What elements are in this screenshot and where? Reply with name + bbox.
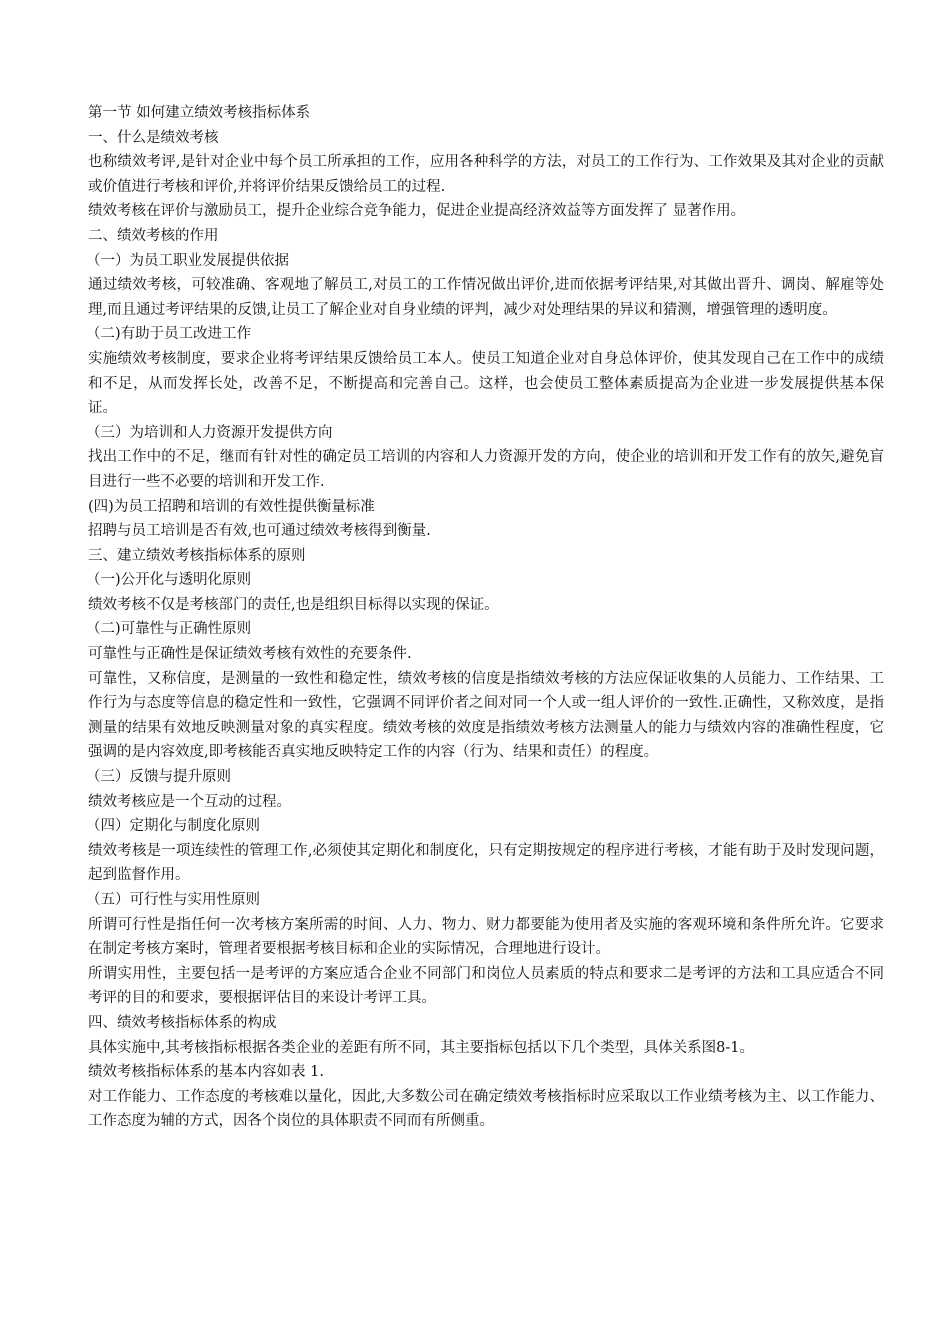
subheading-feedback: （三）反馈与提升原则 (86, 769, 231, 786)
paragraph-significance: 绩效考核在评价与激励员工，提升企业综合竞争能力，促进企业提高经济效益等方面发挥了 显著作用。 (88, 203, 746, 220)
subheading-career-development: （一）为员工职业发展提供依据 (86, 252, 289, 269)
paragraph-feasibility: 所谓可行性是指任何一次考核方案所需的时间、人力、物力、财力都要能为使用者及实施的客观环境和条件所允许。它要求在制定考核方案时，管理者要根据考核目标和企业的实际情况，合理地进行设计。 (88, 916, 884, 958)
heading-principles: 三、建立绩效考核指标体系的原则 (88, 547, 306, 564)
paragraph-training-direction: 找出工作中的不足，继而有针对性的确定员工培训的内容和人力资源开发的方向，使企业的培训和开发工作有的放矢,避免盲目进行一些不必要的培训和开发工作. (88, 449, 884, 490)
paragraph-weighting: 对工作能力、工作态度的考核难以量化，因此,大多数公司在确定绩效考核指标时应采取以工作业绩考核为主、以工作能力、工作态度为辅的方式，因各个岗位的具体职责不同而有所侧重。 (88, 1088, 884, 1130)
document-body (88, 101, 884, 1134)
subheading-reliability: （二)可靠性与正确性原则 (86, 621, 252, 638)
paragraph-practicality: 所谓实用性，主要包括一是考评的方案应适合企业不同部门和岗位人员素质的特点和要求二是考评的方法和工具应适合不同考评的目的和要求，要根据评估目的来设计考评工具。 (88, 965, 884, 1007)
subheading-feasibility: （五）可行性与实用性原则 (86, 892, 260, 908)
subheading-recruitment-standard: (四)为员工招聘和培训的有效性提供衡量标准 (88, 498, 375, 515)
subheading-regularization: （四）定期化与制度化原则 (86, 818, 260, 835)
section-heading: 第一节 如何建立绩效考核指标体系 (88, 105, 311, 121)
paragraph-regularization: 绩效考核是一项连续性的管理工作,必须使其定期化和制度化，只有定期按规定的程序进行考核，才能有助于及时发现问题，起到监督作用。 (88, 842, 884, 884)
paragraph-table-reference: 绩效考核指标体系的基本内容如表 1. (88, 1064, 324, 1081)
paragraph-career-development: 通过绩效考核，可较准确、客观地了解员工,对员工的工作情况做出评价,进而依据考评结果,对其做出晋升、调岗、解雇等处理,而且通过考评结果的反馈,让员工了解企业对自身业绩的评判，减少对处理结果的异议和猜测，增强管理的透明度。 (88, 277, 884, 318)
paragraph-recruitment-standard: 招聘与员工培训是否有效,也可通过绩效考核得到衡量. (88, 523, 431, 540)
paragraph-definition: 也称绩效考评,是针对企业中每个员工所承担的工作，应用各种科学的方法，对员工的工作行为、工作效果及其对企业的贡献或价值进行考核和评价,并将评价结果反馈给员工的过程. (88, 154, 884, 195)
subheading-training-direction: （三）为培训和人力资源开发提供方向 (86, 424, 333, 441)
paragraph-composition: 具体实施中,其考核指标根据各类企业的差距有所不同，其主要指标包括以下几个类型，具体关系图8-1。 (88, 1039, 754, 1056)
heading-role: 二、绩效考核的作用 (88, 227, 219, 244)
subheading-improve-work: （二)有助于员工改进工作 (86, 326, 252, 343)
paragraph-transparency: 绩效考核不仅是考核部门的责任,也是组织目标得以实现的保证。 (88, 596, 499, 613)
heading-composition: 四、绩效考核指标体系的构成 (88, 1014, 277, 1031)
subheading-transparency: （一)公开化与透明化原则 (86, 572, 252, 589)
paragraph-improve-work: 实施绩效考核制度，要求企业将考评结果反馈给员工本人。使员工知道企业对自身总体评价，使其发现自己在工作中的成绩和不足，从而发挥长处，改善不足，不断提高和完善自己。这样，也会使员工整体素质提高为企业进一步发展提供基本保证。 (88, 350, 884, 417)
paragraph-reliability-detail: 可靠性，又称信度，是测量的一致性和稳定性，绩效考核的信度是指绩效考核的方法应保证收集的人员能力、工作结果、工作行为与态度等信息的稳定性和一致性，它强调不同评价者之间对同一个人或一组人评价的一致性.正确性，又称效度，是指测量的结果有效地反映测量对象的真实程度。绩效考核的效度是指绩效考核方法测量人的能力与绩效内容的准确性程度，它强调的是内容效度,即考核能否真实地反映特定工作的内容（行为、结果和责任）的程度。 (88, 670, 884, 761)
paragraph-reliability-intro: 可靠性与正确性是保证绩效考核有效性的充要条件. (88, 646, 412, 663)
paragraph-feedback: 绩效考核应是一个互动的过程。 (88, 793, 291, 810)
heading-what-is-performance-appraisal: 一、什么是绩效考核 (88, 129, 219, 146)
